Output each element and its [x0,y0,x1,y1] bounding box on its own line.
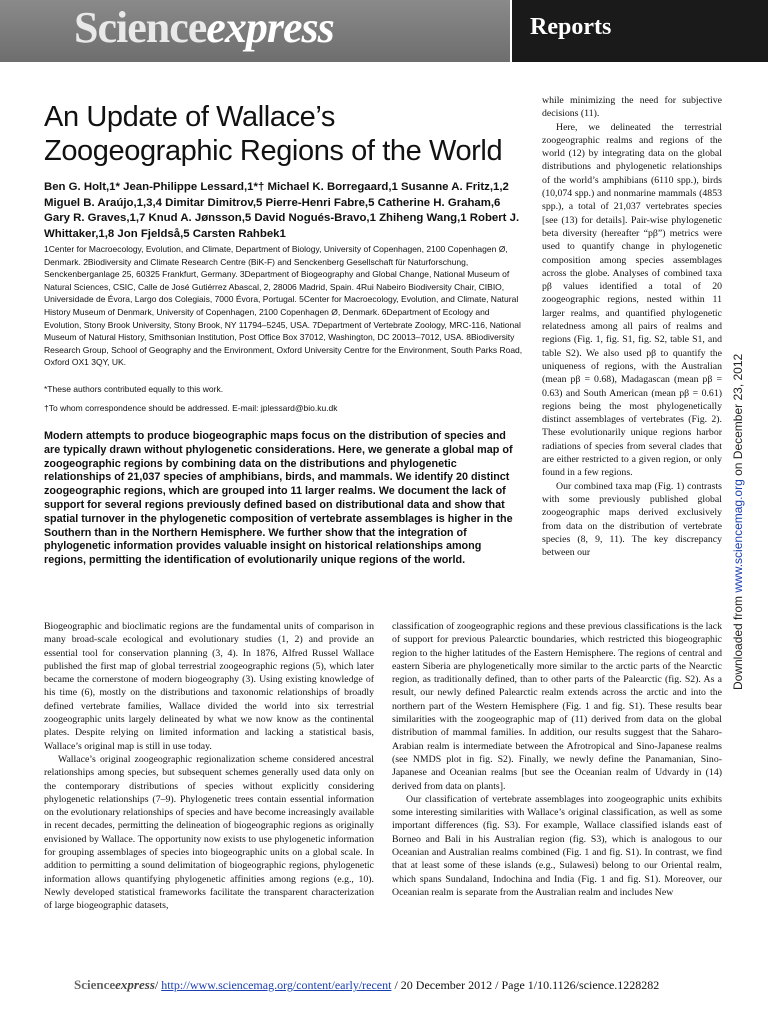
download-notice-text: Downloaded from www.sciencemag.org on December 23, 2012 [731,353,745,690]
section-label: Reports [530,14,612,40]
bottom-right-column [392,620,722,899]
paragraph: Our classification of vertebrate assemblages into zoogeographic units exhibits some interesting similarities with Wallace’s original classification, as well as some important differences (fig. S3). For example, Wallace classified islands east of Borneo and Bali in his Australian region (fig. S3), which is analogous to our Oceanian and Australian realms combined (Fig. 1 and fig. S1). In contrast, we find that at least some of these islands (e.g., Sulawesi) belong to our Oriental realm, which spans Sundaland, Indochina and India (Fig. 1 and fig. S1). Moreover, our Oceanian realm is separate from the Australian realm and includes New [392,793,722,898]
paragraph: Biogeographic and bioclimatic regions are the fundamental units of comparison in many broad-scale ecological and evolutionary studies (1, 2) and provide an essential tool for conservation planning (3, 4). In 1876, Alfred Russel Wallace published the first map of global terrestrial zoogeographic regions (5), which later became the cornerstone of modern biogeography (3). Using existing knowledge of his time (6), mostly on the distributions and taxonomic relationships of broadly defined vertebrate families, Wallace divided the world into six terrestrial zoogeographic units largely delineated by what we now know as the continental plates. Despite relying on limited information and lacking a statistical basis, Wallace’s original map is still in use today. [44,621,374,752]
paragraph: classification of zoogeographic regions and these previous classifications is the lack of support for previous Palearctic boundaries, which restricted this biogeographic region to the higher latitudes of the Eastern Hemisphere. The regions of central and eastern Siberia are phylogenetically more similar to the arctic parts of the Nearctic region, as traditionally defined, than to other parts of the Palearctic (fig. S2). As a result, our newly defined Palearctic realm extends across the arctic and into the northern part of the Western Hemisphere (Fig. 1 and fig. S1). These results bear similarities with the zoogeographic map of (11) derived from data on the global distribution of mammal families. In addition, our results suggest that the Saharo-Arabian realm is intermediate between the Afrotropical and Sino-Japanese realms (see NMDS plot in fig. S2). Finally, we newly define the Panamanian, Sino-Japanese and Oceanian realms [but see the Oceanian realm of Udvardy in (14) derived from data on plants]. [392,621,722,792]
paragraph: Here, we delineated the terrestrial zoogeographic realms and regions of the world (12) by integrating data on the global distributions and phylogenetic relationships of the world’s amphibians (6110 spp.), birds (10,074 spp.) and nonmarine mammals (4853 spp.), a total of 21,037 vertebrates species [see (13) for details]. Pair-wise phylogenetic beta diversity (hereafter “pβ”) metrics were used to quantify change in phylogenetic composition among species assemblages across the globe. Analyses of combined taxa pβ values identified a total of 20 zoogeographic regions, nested within 11 larger realms, and quantified phylogenetic relatedness among all pairs of realms and regions (Fig. 1, fig. S1, fig. S2, table S1, and table S2). We also used pβ to quantify the uniqueness of regions, with the Australian (mean pβ = 0.68), Madagascan (mean pβ = 0.63) and South American (mean pβ = 0.61) regions being the most phylogenetically distinct assemblages of vertebrates (Fig. 2). These evolutionarily unique regions harbor radiations of species from several clades that are either restricted to a given region, or only found in a few regions. [542,121,722,479]
page-footer: Scienceexpress/ http://www.sciencemag.org/content/early/recent / 20 December 2012 / Page 1/10.1126/science.1228282 [74,977,660,992]
sciencemag-link[interactable]: www.sciencemag.org [731,479,745,593]
footer-logo: Scienceexpress [74,977,155,992]
affiliations: 1Center for Macroecology, Evolution, and Climate, Department of Biology, University of Copenhagen, 2100 Copenhagen Ø, Denmark. 2Biodiversity and Climate Research Centre (BiK-F) and Senckenberg Gesellschaft für Naturforschung, Senckenberganlage 25, 60325 Frankfurt, Germany. 3Department of Biogeography and Global Change, National Museum of Natural Sciences, CSIC, Calle de José Gutiérrez Abascal, 2, 28006 Madrid, Spain. 4Rui Nabeiro Biodiversity Chair, CIBIO, Universidade de Évora, Largo dos Colegiais, 7000 Évora, Portugal. 5Center for Macroecology, Evolution, and Climate, Natural History Museum of Denmark, University of Copenhagen, 2100 Copenhagen Ø, Denmark. 6Department of Ecology and Evolution, Stony Brook University, Stony Brook, NY 11794–5245, USA. 7Department of Vertebrate Zoology, MRC-116, National Museum of Natural History, Smithsonian Institution, Post Office Box 37012, Washington, DC 20013–7012, USA. 8Biodiversity Research Group, School of Geography and the Environment, Oxford University Centre for the Environment, South Parks Road, Oxford OX1 3QY, UK. [44,244,523,368]
equal-contribution-note: *These authors contributed equally to this work. [44,384,224,394]
paragraph: Wallace’s original zoogeographic regionalization scheme considered ancestral relationships among species, but subsequent schemes generally used data only on the contemporary distributions of species without explicitly considering phylogenetic relationships (7–9). Phylogenetic trees contain essential information on the evolutionary relationships of species and have become increasingly available in recent decades, permitting the delineation of biogeographic regions as originally envisioned by Wallace. The opportunity now exists to use phylogenetic information for grouping assemblages of species into biogeographic units on a global scale. In addition to permitting a sound delimitation of biogeographic regions, phylogenetic information allows quantifying phylogenetic affinities among regions (e.g., 10). Newly developed statistical frameworks facilitate the transparent characterization of large biogeographic datasets, [44,753,374,912]
author-list: Ben G. Holt,1* Jean-Philippe Lessard,1*† Michael K. Borregaard,1 Susanne A. Fritz,1,2 Miguel B. Araújo,1,3,4 Dimitar Dimitrov,5 Pierre-Henri Fabre,5 Catherine H. Graham,6 Gary R. Graves,1,7 Knud A. Jønsson,5 David Nogués-Bravo,1 Zhiheng Wang,1 Robert J. Whittaker,1,8 Jon Fjeldså,5 Carsten Rahbek1 [44,181,520,240]
paragraph: Our combined taxa map (Fig. 1) contrasts with some previously published global zoogeographic maps derived exclusively from data on the distribution of vertebrate species (8, 9, 11). The key discrepancy between our [542,480,722,559]
footer-citation: / 20 December 2012 / Page 1/10.1126/science.1228282 [391,978,660,992]
abstract: Modern attempts to produce biogeographic maps focus on the distribution of species and are typically drawn without phylogenetic considerations. Here, we generate a global map of zoogeographic regions by combining data on the distributions and phylogenetic relationships of 21,037 species of amphibians, birds, and mammals. We identify 20 distinct zoogeographic regions, which are grouped into 11 larger realms. We document the lack of support for several regions previously defined based on distributional data and show that spatial turnover in the phylogenetic composition of vertebrate assemblages is higher in the Southern than in the Northern Hemisphere. We further show that the integration of phylogenetic information provides valuable insight on historical relationships among regions, permitting the identification of evolutionarily unique regions of the world. [44,430,513,567]
footer-url-link[interactable]: http://www.sciencemag.org/content/early/recent [161,978,392,992]
article-title: An Update of Wallace’s Zoogeographic Regions of the World [44,101,503,167]
paragraph: while minimizing the need for subjective decisions (11). [542,95,722,120]
correspondence-note: †To whom correspondence should be addressed. E-mail: jplessard@bio.ku.dk [44,403,338,413]
download-notice [731,353,745,691]
science-express-logo: Scienceexpress [74,3,334,52]
bottom-left-column [44,620,374,913]
right-column [542,94,722,559]
masthead [0,0,768,62]
